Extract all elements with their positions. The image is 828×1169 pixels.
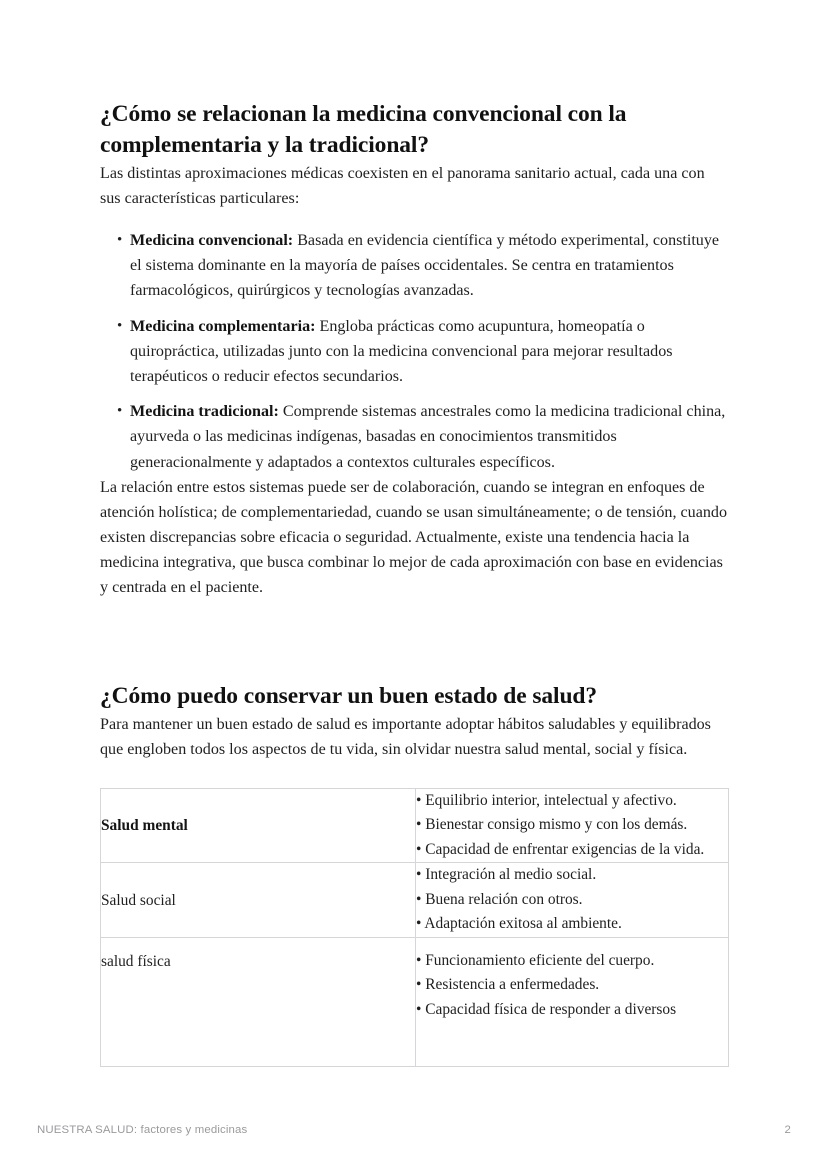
table-cell-item: • Capacidad física de responder a diversos	[416, 1000, 677, 1018]
section-two	[100, 600, 728, 1068]
table-row-label: Salud social	[101, 863, 416, 938]
table-row-items	[416, 937, 729, 1067]
table-row	[101, 863, 729, 938]
medicine-types-list	[100, 228, 728, 475]
page-footer	[37, 1122, 791, 1138]
health-dimensions-table	[100, 788, 729, 1068]
list-item-text: Basada en evidencia científica y método experimental, constituye el sistema dominante en la mayoría de países occidentales. Se centra en tratamientos farmacológicos, quirúrgicos y tecnologías avanzadas.	[130, 232, 720, 300]
table-cell-item: • Adaptación exitosa al ambiente.	[416, 915, 622, 933]
table-cell-item: • Buena relación con otros.	[416, 890, 583, 908]
table-cell-item: • Funcionamiento eficiente del cuerpo.	[416, 951, 655, 969]
section-one-intro-paragraph: Las distintas aproximaciones médicas coexisten en el panorama sanitario actual, cada una con sus características particulares:	[100, 165, 705, 207]
table-cell-item: • Equilibrio interior, intelectual y afectivo.	[416, 791, 677, 809]
section-one-heading: ¿Cómo se relacionan la medicina convencional con la complementaria y la tradicional?	[100, 101, 627, 158]
list-item-term: Medicina tradicional:	[130, 403, 279, 421]
footer-page-number: 2	[784, 1124, 791, 1136]
section-one	[100, 0, 728, 600]
table-row-items	[416, 788, 729, 863]
table-row-items	[416, 863, 729, 938]
footer-document-title: NUESTRA SALUD: factores y medicinas	[37, 1124, 248, 1136]
list-item	[100, 228, 728, 304]
list-item-term: Medicina convencional:	[130, 232, 294, 249]
section-one-closing-paragraph: La relación entre estos sistemas puede ser de colaboración, cuando se integran en enfoques de atención holística; de complementariedad, cuando se usan simultáneamente; o de tensión, cuando existen discrepancias sobre eficacia o seguridad. Actualmente, existe una tendencia hacia la medicina integrativa, que busca combinar lo mejor de cada aproximación con base en evidencias y centrada en el paciente.	[100, 478, 728, 596]
list-item-text: Comprende sistemas ancestrales como la medicina tradicional china, ayurveda o las medicinas indígenas, basadas en conocimientos transmitidos generacionalmente y adaptados a contextos culturales específicos.	[130, 403, 726, 471]
table-cell-item: • Integración al medio social.	[416, 866, 597, 884]
table-row	[101, 937, 729, 1067]
list-item	[100, 399, 728, 475]
table-row-label: salud física	[101, 937, 416, 1067]
list-item	[100, 314, 728, 390]
table-cell-item: • Bienestar consigo mismo y con los demás.	[416, 816, 688, 834]
section-two-heading: ¿Cómo puedo conservar un buen estado de salud?	[100, 682, 598, 709]
table-row	[101, 788, 729, 863]
table-row-label: Salud mental	[101, 788, 416, 863]
table-cell-item: • Capacidad de enfrentar exigencias de la vida.	[416, 840, 705, 858]
list-item-text: Engloba prácticas como acupuntura, homeopatía o quiropráctica, utilizadas junto con la medicina convencional para mejorar resultados terapéuticos o reducir efectos secundarios.	[130, 317, 673, 386]
table-cell-item: • Resistencia a enfermedades.	[416, 976, 600, 994]
list-item-term: Medicina complementaria:	[130, 317, 316, 335]
section-two-lead-paragraph: Para mantener un buen estado de salud es importante adoptar hábitos saludables y equilibrados que engloben todos los aspectos de tu vida, sin olvidar nuestra salud mental, social y física.	[100, 715, 711, 758]
page-content	[100, 0, 728, 1067]
